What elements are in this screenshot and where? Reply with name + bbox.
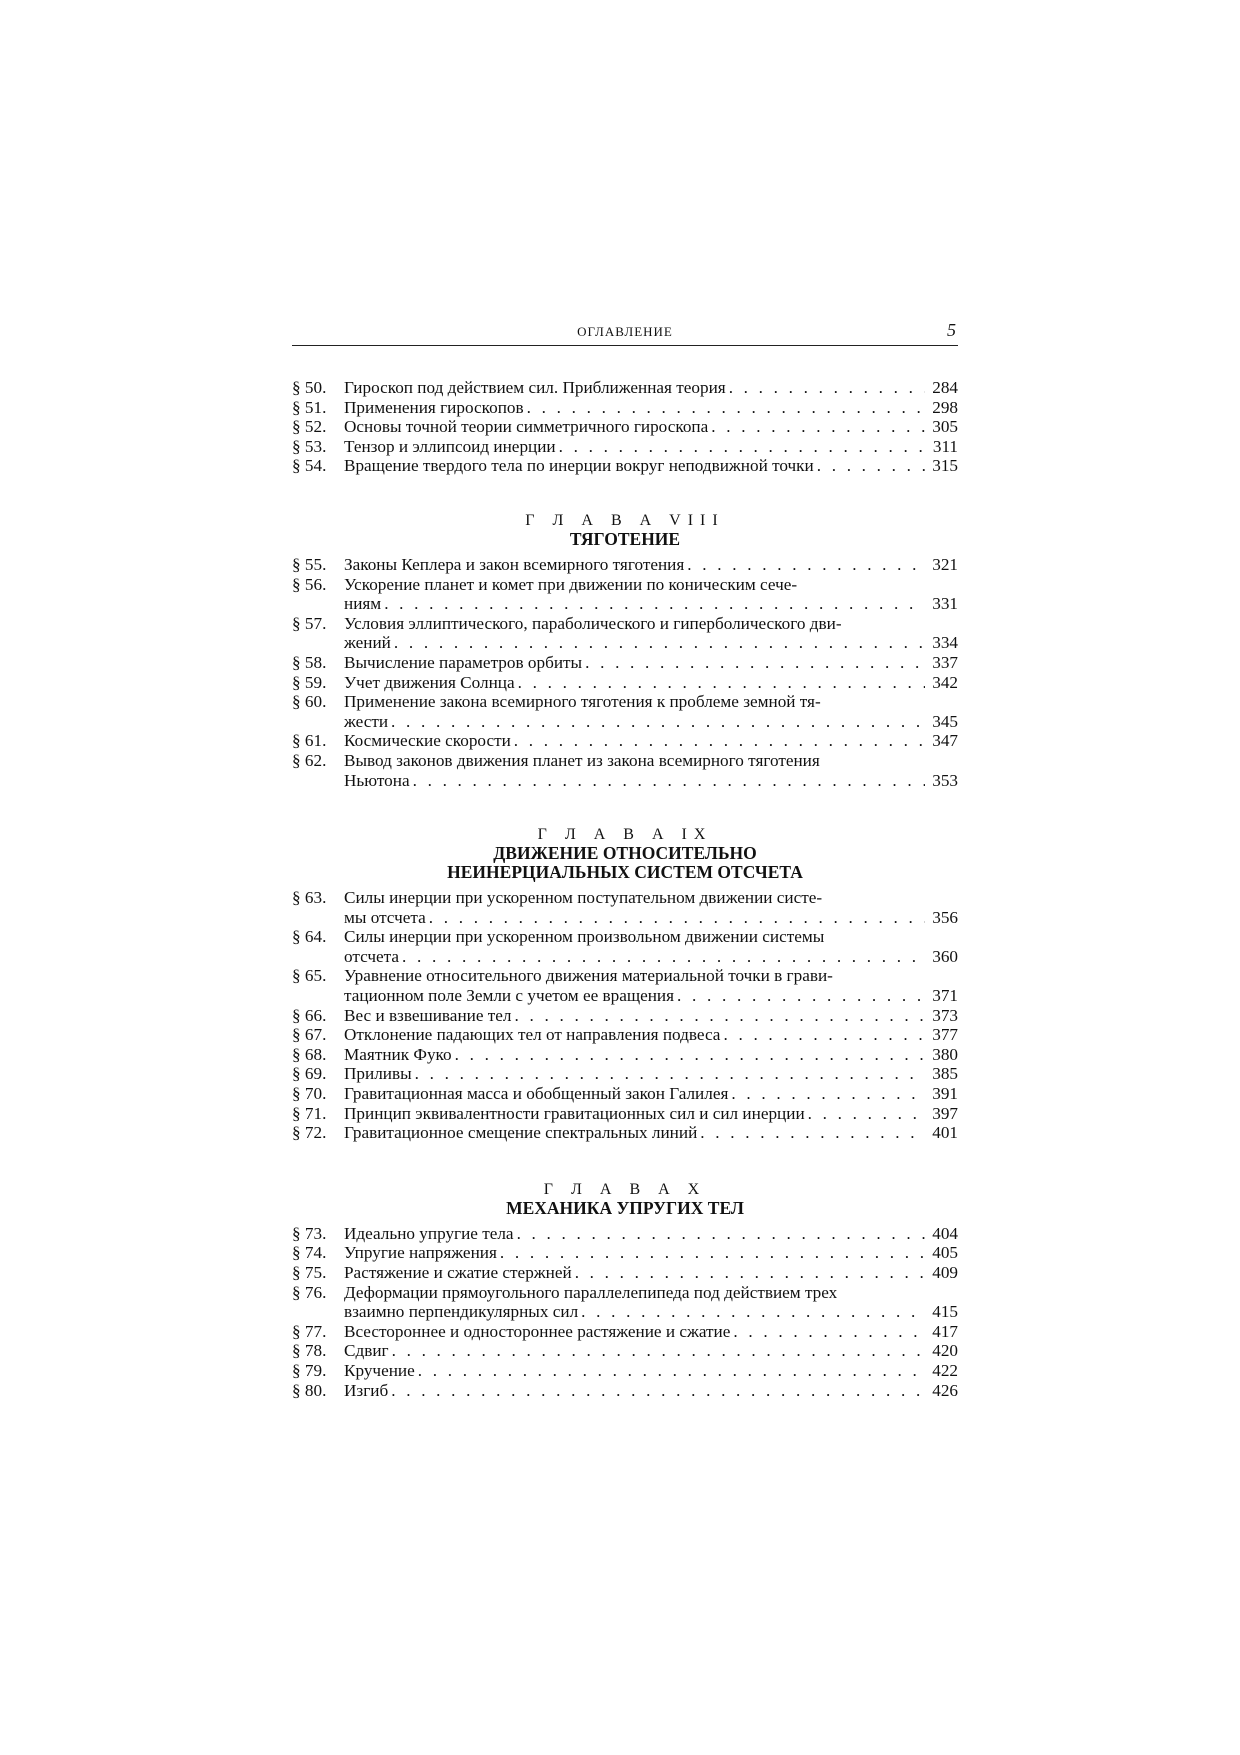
section-page: 377 <box>932 1025 958 1045</box>
toc-section <box>292 512 958 790</box>
section-title: Упругие напряжения <box>344 1243 497 1263</box>
dot-leader <box>817 456 925 476</box>
toc-list <box>292 378 958 476</box>
toc-entry-line <box>344 1361 958 1381</box>
toc-entry <box>292 417 958 437</box>
section-number: § 57. <box>292 613 327 633</box>
dot-leader <box>514 731 925 751</box>
toc-entry-body <box>344 1381 958 1401</box>
section-page: 284 <box>932 378 958 397</box>
section-number: § 79. <box>292 1360 327 1380</box>
toc-entry-body <box>344 1104 958 1124</box>
toc-entry-body <box>344 417 958 437</box>
toc-entry-body <box>344 927 958 966</box>
dot-leader <box>517 1224 925 1244</box>
toc-entry-body <box>344 398 958 418</box>
section-number: § 77. <box>292 1321 327 1341</box>
section-number: § 62. <box>292 750 327 770</box>
section-title: Вычисление параметров орбиты <box>344 652 583 672</box>
chapter-label: Г Л А В А IX <box>537 826 713 844</box>
toc-entry-line <box>344 692 958 712</box>
dot-leader <box>392 1341 925 1361</box>
section-title: тационном поле Земли с учетом ее вращения <box>344 986 675 1006</box>
table-of-contents <box>292 378 958 1400</box>
section-number: § 58. <box>292 652 327 672</box>
section-page: 331 <box>932 594 958 614</box>
section-title: Ньютона <box>344 770 410 790</box>
section-page: 426 <box>932 1380 958 1400</box>
toc-entry-line <box>344 1283 958 1303</box>
section-title: Всестороннее и одностороннее растяжение и сжатие <box>344 1321 731 1341</box>
section-number: § 76. <box>292 1282 327 1302</box>
dot-leader <box>384 594 925 614</box>
toc-entry <box>292 1045 958 1065</box>
chapter-title-line: НЕИНЕРЦИАЛЬНЫХ СИСТЕМ ОТСЧЕТА <box>447 862 803 883</box>
section-number: § 71. <box>292 1103 327 1123</box>
chapter-title-line: ДВИЖЕНИЕ ОТНОСИТЕЛЬНО <box>493 843 757 864</box>
section-title: Космические скорости <box>344 731 511 751</box>
dot-leader <box>575 1263 925 1283</box>
toc-entry-line <box>344 378 958 398</box>
chapter-title <box>292 1199 958 1218</box>
section-number: § 55. <box>292 554 327 574</box>
toc-entry-line <box>344 1243 958 1263</box>
section-page: 415 <box>932 1302 958 1322</box>
page-content <box>292 322 958 1400</box>
toc-entry-line <box>344 1263 958 1283</box>
section-title: Условия эллиптического, параболического и гиперболического дви- <box>344 613 842 633</box>
toc-entry-body <box>344 1084 958 1104</box>
toc-entry <box>292 751 958 790</box>
section-page: 347 <box>932 731 958 751</box>
section-page: 334 <box>932 633 958 653</box>
dot-leader <box>415 1064 925 1084</box>
toc-entry <box>292 1322 958 1342</box>
dot-leader <box>500 1243 925 1263</box>
dot-leader <box>514 1006 925 1026</box>
section-number: § 51. <box>292 397 327 417</box>
section-number: § 50. <box>292 378 327 397</box>
toc-entry <box>292 456 958 476</box>
section-number: § 53. <box>292 436 327 456</box>
toc-entry <box>292 575 958 614</box>
toc-entry-line <box>344 398 958 418</box>
toc-list <box>292 1224 958 1400</box>
chapter-title-line: МЕХАНИКА УПРУГИХ ТЕЛ <box>506 1197 744 1218</box>
section-page: 315 <box>932 456 958 476</box>
toc-entry-line <box>344 575 958 595</box>
section-title: Принцип эквивалентности гравитационных сил и сил инерции <box>344 1103 805 1123</box>
dot-leader <box>581 1302 925 1322</box>
toc-entry <box>292 378 958 398</box>
section-title: Гравитационное смещение спектральных линий <box>344 1123 698 1143</box>
section-title: Вывод законов движения планет из закона всемирного тяготения <box>344 750 820 770</box>
section-title: Гравитационная масса и обобщенный закон Галилея <box>344 1084 729 1104</box>
toc-entry <box>292 1084 958 1104</box>
toc-entry <box>292 888 958 927</box>
toc-entry-body <box>344 673 958 693</box>
section-title: Отклонение падающих тел от направления подвеса <box>344 1025 721 1045</box>
section-page: 345 <box>932 711 958 731</box>
toc-entry-body <box>344 966 958 1005</box>
section-page: 401 <box>932 1123 958 1143</box>
section-number: § 68. <box>292 1044 327 1064</box>
toc-entry-body <box>344 751 958 790</box>
section-number: § 74. <box>292 1243 327 1263</box>
section-page: 417 <box>932 1321 958 1341</box>
section-page: 321 <box>932 554 958 574</box>
toc-entry-body <box>344 653 958 673</box>
section-number: § 70. <box>292 1084 327 1104</box>
toc-entry-line <box>344 966 958 986</box>
toc-entry <box>292 1341 958 1361</box>
dot-leader <box>808 1104 925 1124</box>
dot-leader <box>729 378 925 398</box>
toc-entry-body <box>344 575 958 614</box>
section-page: 404 <box>932 1223 958 1243</box>
toc-entry-line <box>344 947 958 967</box>
section-page: 360 <box>932 946 958 966</box>
section-title: Деформации прямоугольного параллелепипеда под действием трех <box>344 1282 838 1302</box>
toc-entry-line <box>344 1302 958 1322</box>
toc-entry-line <box>344 555 958 575</box>
running-title: ОГЛАВЛЕНИЕ <box>577 324 673 339</box>
toc-entry-body <box>344 555 958 575</box>
toc-entry-line <box>344 908 958 928</box>
page-number: 5 <box>947 320 956 340</box>
toc-entry <box>292 1224 958 1244</box>
toc-entry-body <box>344 1322 958 1342</box>
toc-entry-line <box>344 653 958 673</box>
section-page: 305 <box>932 417 958 437</box>
toc-entry-body <box>344 1341 958 1361</box>
toc-entry <box>292 966 958 1005</box>
chapter-title <box>292 844 958 882</box>
toc-entry-line <box>344 712 958 732</box>
toc-entry <box>292 927 958 966</box>
chapter-heading <box>292 1181 958 1218</box>
dot-leader <box>402 947 925 967</box>
section-page: 353 <box>932 770 958 790</box>
toc-entry <box>292 398 958 418</box>
section-title: взаимно перпендикулярных сил <box>344 1302 579 1322</box>
section-page: 422 <box>932 1360 958 1380</box>
toc-entry-body <box>344 456 958 476</box>
toc-entry <box>292 673 958 693</box>
toc-entry-body <box>344 1006 958 1026</box>
section-page: 405 <box>932 1243 958 1263</box>
dot-leader <box>733 1322 925 1342</box>
section-page: 371 <box>932 986 958 1006</box>
header-rule <box>292 345 958 346</box>
toc-entry-line <box>344 1025 958 1045</box>
section-title: Гироскоп под действием сил. Приближенная теория <box>344 378 726 397</box>
section-title: Кручение <box>344 1360 415 1380</box>
section-number: § 59. <box>292 672 327 692</box>
section-number: § 54. <box>292 456 327 476</box>
toc-entry-line <box>344 1084 958 1104</box>
dot-leader <box>518 673 925 693</box>
toc-entry-body <box>344 437 958 457</box>
section-title: жений <box>344 633 391 653</box>
toc-entry-line <box>344 594 958 614</box>
section-title: Учет движения Солнца <box>344 672 515 692</box>
toc-entry-line <box>344 633 958 653</box>
section-page: 298 <box>932 397 958 417</box>
dot-leader <box>731 1084 925 1104</box>
dot-leader <box>700 1123 925 1143</box>
section-title: отсчета <box>344 946 399 966</box>
toc-entry-line <box>344 1322 958 1342</box>
toc-entry-line <box>344 1123 958 1143</box>
dot-leader <box>391 712 925 732</box>
section-page: 311 <box>932 436 958 456</box>
toc-entry <box>292 1064 958 1084</box>
chapter-label: Г Л А В А VIII <box>525 511 725 529</box>
toc-entry-line <box>344 417 958 437</box>
section-page: 385 <box>932 1064 958 1084</box>
toc-entry-line <box>344 437 958 457</box>
toc-entry-line <box>344 1045 958 1065</box>
section-title: ниям <box>344 594 382 614</box>
toc-entry-body <box>344 1045 958 1065</box>
toc-entry-body <box>344 1224 958 1244</box>
dot-leader <box>391 1381 925 1401</box>
toc-entry-line <box>344 614 958 634</box>
section-title: Изгиб <box>344 1380 389 1400</box>
section-number: § 73. <box>292 1223 327 1243</box>
section-title: Уравнение относительного движения материальной точки в грави- <box>344 966 833 986</box>
section-title: Сдвиг <box>344 1341 389 1361</box>
section-page: 409 <box>932 1263 958 1282</box>
section-number: § 63. <box>292 888 327 908</box>
dot-leader <box>559 437 925 457</box>
section-number: § 75. <box>292 1263 327 1282</box>
toc-entry-line <box>344 673 958 693</box>
running-head <box>292 322 958 348</box>
toc-entry-line <box>344 986 958 1006</box>
toc-entry <box>292 653 958 673</box>
toc-entry <box>292 731 958 751</box>
chapter-title <box>292 530 958 549</box>
section-title: Применения гироскопов <box>344 397 524 417</box>
toc-entry-line <box>344 1341 958 1361</box>
toc-entry-line <box>344 731 958 751</box>
section-number: § 67. <box>292 1025 327 1045</box>
toc-entry <box>292 1104 958 1124</box>
toc-entry <box>292 1123 958 1143</box>
section-number: § 56. <box>292 574 327 594</box>
section-number: § 72. <box>292 1123 327 1143</box>
toc-entry-body <box>344 888 958 927</box>
section-number: § 69. <box>292 1064 327 1084</box>
section-title: Растяжение и сжатие стержней <box>344 1263 572 1282</box>
toc-section <box>292 826 958 1143</box>
dot-leader <box>711 417 925 437</box>
section-page: 342 <box>932 672 958 692</box>
section-title: Основы точной теории симметричного гироскопа <box>344 417 709 437</box>
section-title: мы отсчета <box>344 907 426 927</box>
toc-entry-body <box>344 1283 958 1322</box>
section-page: 380 <box>932 1044 958 1064</box>
chapter-title-line: ТЯГОТЕНИЕ <box>569 528 681 549</box>
toc-entry-line <box>344 1104 958 1124</box>
section-number: § 80. <box>292 1380 327 1400</box>
section-number: § 66. <box>292 1005 327 1025</box>
dot-leader <box>677 986 925 1006</box>
dot-leader <box>585 653 925 673</box>
section-number: § 52. <box>292 417 327 437</box>
toc-entry-body <box>344 1025 958 1045</box>
dot-leader <box>413 771 925 791</box>
section-title: Законы Кеплера и закон всемирного тяготения <box>344 554 685 574</box>
toc-list <box>292 555 958 790</box>
toc-entry-body <box>344 1361 958 1381</box>
section-title: Силы инерции при ускоренном произвольном движении системы <box>344 927 825 947</box>
toc-entry <box>292 1025 958 1045</box>
toc-entry <box>292 555 958 575</box>
toc-entry-body <box>344 1123 958 1143</box>
toc-entry <box>292 1361 958 1381</box>
section-number: § 65. <box>292 966 327 986</box>
dot-leader <box>418 1361 925 1381</box>
toc-entry-body <box>344 1263 958 1283</box>
toc-entry-line <box>344 927 958 947</box>
toc-entry <box>292 692 958 731</box>
section-title: Вес и взвешивание тел <box>344 1005 512 1025</box>
section-number: § 78. <box>292 1341 327 1361</box>
toc-entry <box>292 1006 958 1026</box>
section-title: Идеально упругие тела <box>344 1223 514 1243</box>
section-title: Приливы <box>344 1064 412 1084</box>
dot-leader <box>394 633 925 653</box>
toc-entry <box>292 437 958 457</box>
section-number: § 60. <box>292 692 327 712</box>
section-title: Силы инерции при ускоренном поступательном движении систе- <box>344 888 823 908</box>
dot-leader <box>527 398 925 418</box>
toc-entry <box>292 1381 958 1401</box>
chapter-heading <box>292 512 958 549</box>
section-title: Маятник Фуко <box>344 1044 452 1064</box>
section-page: 391 <box>932 1084 958 1104</box>
section-title: Вращение твердого тела по инерции вокруг неподвижной точки <box>344 456 814 476</box>
toc-entry-body <box>344 1064 958 1084</box>
toc-section <box>292 378 958 476</box>
toc-entry-line <box>344 1006 958 1026</box>
dot-leader <box>687 555 925 575</box>
toc-entry-body <box>344 378 958 398</box>
chapter-heading <box>292 826 958 882</box>
toc-entry-line <box>344 771 958 791</box>
toc-entry-body <box>344 1243 958 1263</box>
toc-list <box>292 888 958 1143</box>
section-page: 420 <box>932 1341 958 1361</box>
section-title: Применение закона всемирного тяготения к проблеме земной тя- <box>344 692 821 712</box>
section-page: 356 <box>932 907 958 927</box>
toc-entry-line <box>344 751 958 771</box>
toc-entry-line <box>344 1224 958 1244</box>
chapter-label: Г Л А В А X <box>543 1180 707 1198</box>
toc-entry <box>292 1283 958 1322</box>
toc-entry-line <box>344 1381 958 1401</box>
section-title: Тензор и эллипсоид инерции <box>344 436 556 456</box>
toc-entry-line <box>344 456 958 476</box>
toc-entry-body <box>344 614 958 653</box>
dot-leader <box>429 908 925 928</box>
section-page: 397 <box>932 1103 958 1123</box>
toc-entry-line <box>344 888 958 908</box>
dot-leader <box>455 1045 925 1065</box>
toc-entry <box>292 614 958 653</box>
section-title: Ускорение планет и комет при движении по коническим сече- <box>344 574 798 594</box>
toc-section <box>292 1181 958 1400</box>
toc-entry <box>292 1243 958 1263</box>
section-page: 337 <box>932 652 958 672</box>
section-page: 373 <box>932 1005 958 1025</box>
section-title: жести <box>344 711 389 731</box>
section-number: § 64. <box>292 927 327 947</box>
toc-entry <box>292 1263 958 1283</box>
toc-entry-line <box>344 1064 958 1084</box>
toc-entry-body <box>344 692 958 731</box>
section-number: § 61. <box>292 731 327 751</box>
toc-entry-body <box>344 731 958 751</box>
dot-leader <box>723 1025 925 1045</box>
